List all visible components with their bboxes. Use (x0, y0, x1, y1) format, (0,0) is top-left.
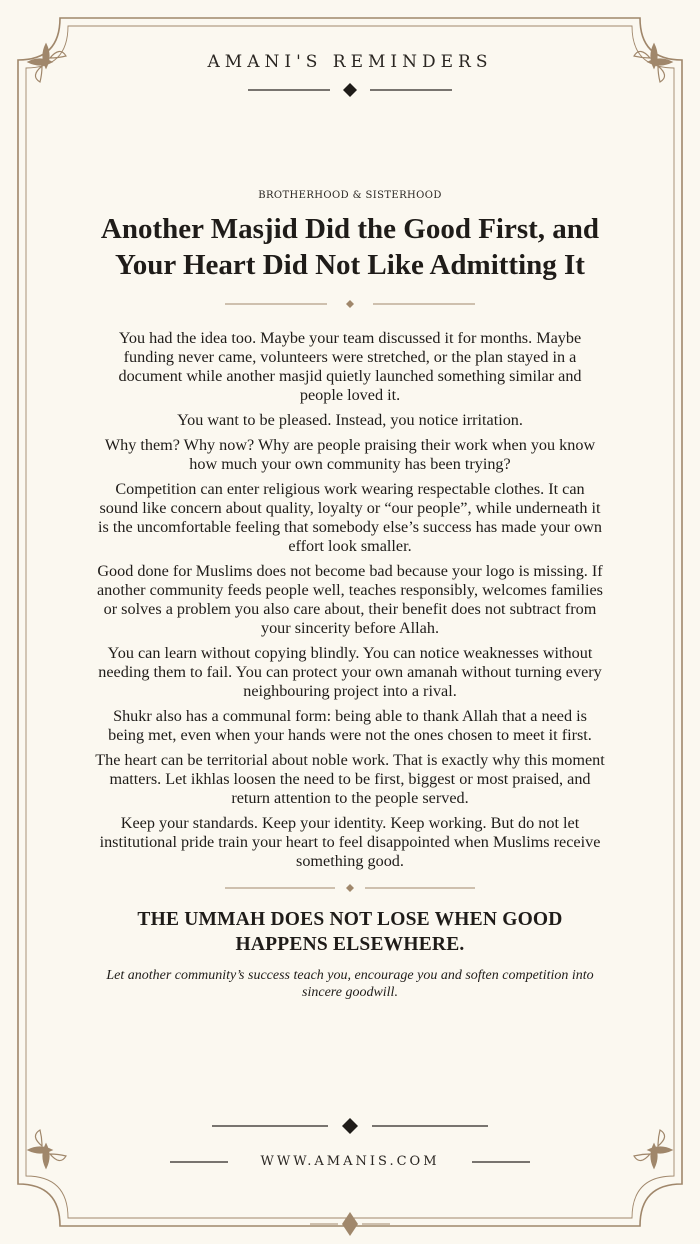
article-title: Another Masjid Did the Good First, and Your Heart Did Not Like Admitting It (100, 213, 600, 281)
closing-divider (225, 881, 475, 895)
brand-title: AMANI'S REMINDERS (207, 52, 493, 72)
paragraph: You can learn without copying blindly. You can notice weaknesses without needing them to fail. You can protect your own amanah without turning every neighbouring project into a rival. (98, 644, 602, 700)
closing-note: Let another community’s success teach you, encourage you and soften competition into sincere goodwill. (106, 968, 594, 1000)
title-divider (225, 297, 475, 311)
paragraph: You want to be pleased. Instead, you notice irritation. (177, 411, 523, 429)
category-kicker: BROTHERHOOD & SISTERHOOD (258, 190, 442, 201)
website-link[interactable]: WWW.AMANIS.COM (260, 1154, 440, 1169)
paragraph: Shukr also has a communal form: being able to thank Allah that a need is being met, even when your hands were not the ones chosen to meet it first. (108, 707, 592, 744)
paragraph: You had the idea too. Maybe your team discussed it for months. Maybe funding never came, volunteers were stretched, or the plan stayed in a document while another masjid quietly launched something similar and people loved it. (118, 329, 582, 404)
article (95, 190, 605, 1001)
paragraph: The heart can be territorial about noble work. That is exactly why this moment matters. Let ikhlas loosen the need to be first, biggest or most praised, and return attention to the people served. (95, 751, 605, 807)
closing-statement: THE UMMAH DOES NOT LOSE WHEN GOOD HAPPENS ELSEWHERE. (137, 909, 563, 955)
paragraph: Keep your standards. Keep your identity. Keep working. But do not let institutional pride train your heart to feel disappointed when Muslims receive something good. (99, 814, 601, 870)
paragraph: Why them? Why now? Why are people praising their work when you know how much your own community has been trying? (104, 436, 596, 473)
paragraph: Good done for Muslims does not become bad because your logo is missing. If another community feeds people well, teaches responsibly, welcomes families or solves a problem you also care about, their benefit does not subtract from your sincerity before Allah. (96, 562, 603, 637)
article-body (95, 329, 605, 871)
paragraph: Competition can enter religious work wearing respectable clothes. It can sound like concern about quality, loyalty or “our people”, while underneath it is the uncomfortable feeling that somebody else’s success has made your own effort look smaller. (98, 480, 602, 555)
